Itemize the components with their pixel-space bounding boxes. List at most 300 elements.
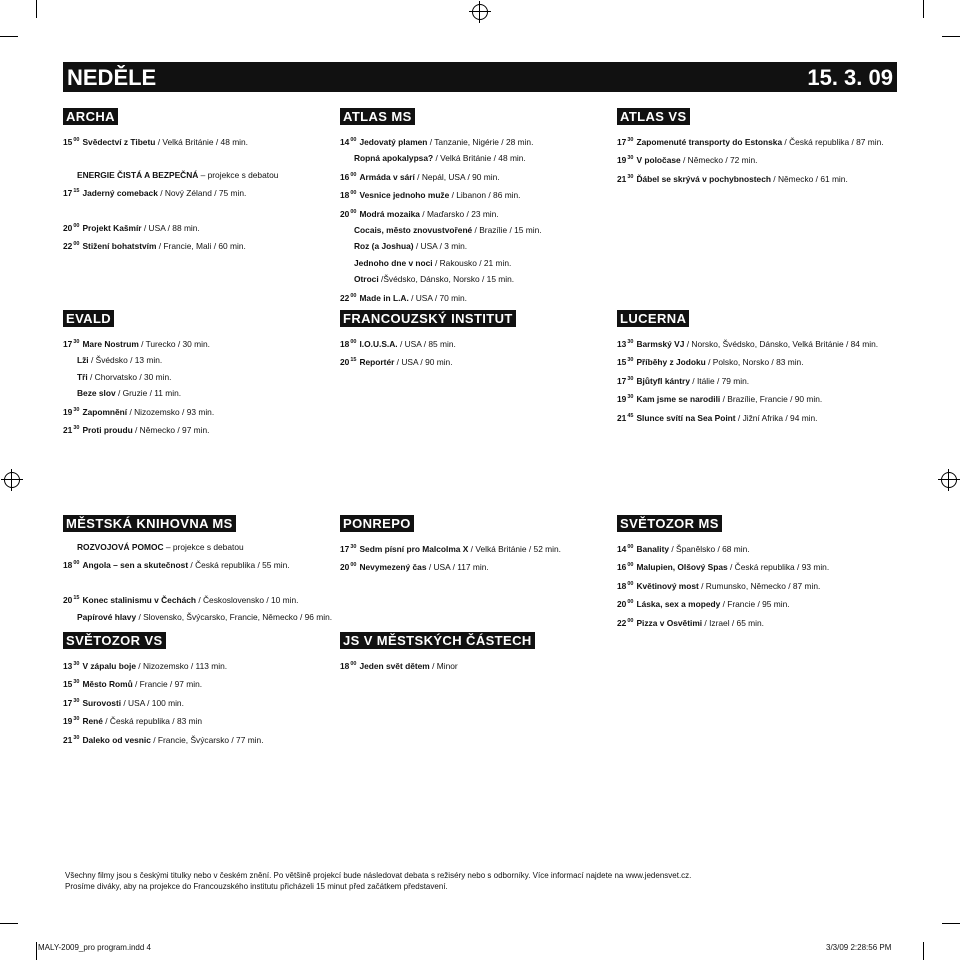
screening-entry <box>340 185 542 203</box>
screening-entry <box>340 204 542 222</box>
film-details: – projekce s debatou <box>198 169 279 180</box>
film-details: / Německo / 61 min. <box>770 173 848 184</box>
time-hour: 16 <box>617 562 627 573</box>
film-title: Armáda v sárí <box>359 171 415 182</box>
film-title: Malupien, Olšový Spas <box>636 562 728 573</box>
film-details: / Brazílie / 15 min. <box>472 225 542 236</box>
screening-entry <box>63 574 332 590</box>
film-title: Banality <box>636 544 670 554</box>
screening-entry <box>340 656 535 674</box>
screening-time <box>617 339 633 349</box>
screening-entry <box>63 202 278 218</box>
film-details: / Velká Británie / 48 min. <box>155 137 249 147</box>
venue-atlas-ms <box>340 108 542 306</box>
film-details: / Tanzanie, Nigérie / 28 min. <box>427 137 534 147</box>
film-details: / USA / 70 min. <box>408 292 467 303</box>
time-hour: 14 <box>340 137 350 147</box>
film-title: Papírové hlavy <box>77 611 137 622</box>
date-title: 15. 3. 09 <box>807 65 893 90</box>
screening-list <box>63 132 278 255</box>
screening-entry <box>63 352 214 368</box>
screening-time <box>340 562 356 572</box>
film-details: / Německo / 72 min. <box>680 155 758 166</box>
screening-time <box>63 679 79 689</box>
film-details: / Francie, Švýcarsko / 77 min. <box>150 734 264 745</box>
venue-heading: EVALD <box>63 310 114 327</box>
film-details: / Velká Británie / 48 min. <box>433 153 526 164</box>
venue-heading: SVĚTOZOR MS <box>617 515 722 532</box>
screening-entry <box>340 352 516 370</box>
time-hour: 20 <box>63 595 73 606</box>
film-details: / Francie / 95 min. <box>720 599 790 610</box>
screening-entry <box>63 385 214 401</box>
film-title: Tři <box>77 371 88 382</box>
film-details: / USA / 88 min. <box>141 223 200 234</box>
screening-time <box>63 241 79 251</box>
screening-time <box>63 223 79 233</box>
film-details: / Norsko, Švédsko, Dánsko, Velká Británie / 84 min. <box>684 339 879 349</box>
film-title: Květinový most <box>636 580 699 591</box>
film-title: Barmský VJ <box>636 339 685 349</box>
time-hour: 22 <box>63 241 73 252</box>
time-minute: 00 <box>627 617 634 624</box>
time-hour: 22 <box>617 617 627 628</box>
film-title: Kam jsme se narodili <box>636 394 721 405</box>
time-minute: 30 <box>73 734 80 741</box>
screening-time <box>340 339 356 349</box>
screening-entry <box>617 150 884 168</box>
registration-mark-top <box>472 4 488 20</box>
time-hour: 15 <box>63 679 73 690</box>
screening-entry <box>63 674 264 692</box>
screening-entry <box>340 271 542 287</box>
film-title: Ropná apokalypsa? <box>354 153 434 164</box>
crop-mark <box>923 942 924 960</box>
film-title: Proti proudu <box>82 425 133 436</box>
screening-list <box>340 656 535 674</box>
film-title: Beze slov <box>77 388 116 399</box>
venue-lucerna <box>617 310 878 426</box>
time-hour: 21 <box>63 425 73 436</box>
day-title: NEDĚLE <box>67 65 157 90</box>
film-title: René <box>82 716 103 727</box>
screening-time <box>617 562 633 572</box>
film-title: Mare Nostrum <box>82 339 139 349</box>
film-title: Daleko od vesnic <box>82 734 151 745</box>
time-minute: 15 <box>73 595 80 602</box>
screening-entry <box>340 557 561 575</box>
screening-time <box>617 376 633 386</box>
film-details: / Slovensko, Švýcarsko, Francie, Německo / 96 min. <box>136 611 333 622</box>
film-details: – projekce s debatou <box>163 542 244 552</box>
film-details: / Rakousko / 21 min. <box>432 257 512 268</box>
screening-entry <box>617 539 829 557</box>
film-details: / Česká republika / 87 min. <box>782 137 884 147</box>
screening-entry <box>63 711 264 729</box>
film-title: Lži <box>77 355 89 366</box>
screening-time <box>340 661 356 671</box>
venue-heading: JS V MĚSTSKÝCH ČÁSTECH <box>340 632 535 649</box>
screening-entry <box>63 539 332 555</box>
film-title: Angola – sen a skutečnost <box>82 560 189 571</box>
screening-time <box>617 618 633 628</box>
time-minute: 00 <box>350 339 357 345</box>
venue-svetozor-vs <box>63 632 264 748</box>
screening-time <box>63 560 79 570</box>
film-title: Modrá mozaika <box>359 208 420 219</box>
screening-time <box>617 581 633 591</box>
screening-time <box>340 172 356 182</box>
venue-mestska-knihovna-ms <box>63 515 332 625</box>
film-title: Láska, sex a mopedy <box>636 599 721 610</box>
venue-svetozor-ms <box>617 515 829 631</box>
film-title: Roz (a Joshua) <box>354 241 414 252</box>
screening-entry <box>63 730 264 748</box>
time-minute: 30 <box>73 406 80 413</box>
screening-time <box>617 137 633 147</box>
film-details: /Švédsko, Dánsko, Norsko / 15 min. <box>378 274 515 285</box>
film-details: / Česká republika / 55 min. <box>188 560 290 571</box>
screening-time <box>340 190 356 200</box>
time-minute: 30 <box>627 173 634 180</box>
film-title: ROZVOJOVÁ POMOC <box>77 542 164 552</box>
screening-list <box>63 334 214 438</box>
crop-mark <box>942 36 960 37</box>
venue-heading: PONREPO <box>340 515 414 532</box>
film-details: / Minor <box>429 661 458 671</box>
time-minute: 15 <box>350 357 357 364</box>
screening-list <box>340 539 561 576</box>
film-details: / Španělsko / 68 min. <box>669 544 750 554</box>
time-minute: 00 <box>73 137 80 143</box>
film-title: Konec stalinismu v Čechách <box>82 595 197 606</box>
time-minute: 30 <box>627 339 634 345</box>
venue-heading: ATLAS MS <box>340 108 415 125</box>
screening-entry <box>617 576 829 594</box>
film-title: Cocais, město znovustvořené <box>354 225 473 236</box>
screening-entry <box>617 132 884 150</box>
time-minute: 30 <box>73 661 80 667</box>
time-hour: 13 <box>63 661 73 671</box>
screening-entry <box>617 408 878 426</box>
screening-entry <box>63 236 278 254</box>
time-hour: 19 <box>617 394 627 405</box>
film-title: I.O.U.S.A. <box>359 339 398 349</box>
time-minute: 00 <box>350 190 357 197</box>
film-details: / Turecko / 30 min. <box>138 339 210 349</box>
footer-line: Všechny filmy jsou s českými titulky nebo v českém znění. Po většině projekcí bude následovat debata s režiséry nebo s odborníky. Více informací najdete na www.jedensvet.cz. <box>65 871 692 880</box>
film-title: Zapomenuté transporty do Estonska <box>636 137 783 147</box>
film-title: Svědectví z Tibetu <box>82 137 156 147</box>
screening-time <box>63 137 79 147</box>
film-title: V zápalu boje <box>82 661 136 671</box>
screening-time <box>63 188 79 198</box>
screening-time <box>617 413 633 423</box>
screening-entry <box>63 183 278 201</box>
film-title: Příběhy z Jodoku <box>636 357 706 368</box>
time-minute: 15 <box>73 188 80 195</box>
time-hour: 17 <box>63 339 73 349</box>
film-details: / Libanon / 86 min. <box>449 190 521 201</box>
film-details: / Nový Zéland / 75 min. <box>157 188 247 199</box>
film-details: / USA / 100 min. <box>121 697 184 708</box>
time-hour: 18 <box>340 339 350 349</box>
time-minute: 30 <box>627 155 634 162</box>
slug-file: MALY-2009_pro program.indd 4 <box>38 943 151 952</box>
film-details: / Brazílie, Francie / 90 min. <box>720 394 823 405</box>
film-title: Nevymezený čas <box>359 562 427 573</box>
film-title: Bjůtyfl kántry <box>636 375 690 386</box>
screening-time <box>340 137 356 147</box>
screening-entry <box>340 222 542 238</box>
time-hour: 13 <box>617 339 627 349</box>
screening-entry <box>63 334 214 352</box>
time-hour: 21 <box>617 173 627 184</box>
screening-entry <box>63 167 278 183</box>
time-hour: 19 <box>617 155 627 166</box>
film-title: Projekt Kašmír <box>82 223 142 234</box>
time-minute: 00 <box>350 208 357 215</box>
time-minute: 30 <box>73 679 80 686</box>
crop-mark <box>0 36 18 37</box>
screening-entry <box>617 352 878 370</box>
screening-time <box>617 155 633 165</box>
film-details: / USA / 3 min. <box>413 241 468 252</box>
venue-evald <box>63 310 214 438</box>
time-minute: 00 <box>627 562 634 569</box>
time-hour: 20 <box>340 562 350 573</box>
time-hour: 17 <box>63 188 73 199</box>
time-minute: 00 <box>627 580 634 587</box>
screening-entry <box>617 557 829 575</box>
film-details: / Nepál, USA / 90 min. <box>414 171 500 182</box>
film-title: ENERGIE ČISTÁ A BEZPEČNÁ <box>77 169 199 180</box>
screening-time <box>617 357 633 367</box>
time-hour: 20 <box>340 357 350 368</box>
time-hour: 17 <box>617 375 627 386</box>
venue-heading: MĚSTSKÁ KNIHOVNA MS <box>63 515 236 532</box>
time-hour: 18 <box>340 190 350 201</box>
film-title: Ďábel se skrývá v pochybnostech <box>636 173 771 184</box>
film-details: / Nizozemsko / 93 min. <box>127 406 215 417</box>
crop-mark <box>0 923 18 924</box>
time-minute: 30 <box>627 137 634 143</box>
screening-time <box>63 735 79 745</box>
screening-entry <box>63 132 278 150</box>
screening-list <box>63 656 264 748</box>
venue-heading: ATLAS VS <box>617 108 690 125</box>
time-minute: 00 <box>350 562 357 569</box>
footer-notes <box>65 870 691 892</box>
film-details: / Německo / 97 min. <box>132 425 210 436</box>
film-title: Vesnice jednoho muže <box>359 190 450 201</box>
screening-list <box>340 334 516 371</box>
time-minute: 30 <box>73 339 80 345</box>
film-details: / Chorvatsko / 30 min. <box>87 371 172 382</box>
time-minute: 00 <box>627 544 634 550</box>
time-minute: 30 <box>73 716 80 723</box>
film-title: Jeden svět dětem <box>359 661 430 671</box>
time-minute: 00 <box>627 599 634 606</box>
time-hour: 18 <box>617 580 627 591</box>
time-minute: 00 <box>350 292 357 299</box>
film-title: Reportér <box>359 357 395 368</box>
time-minute: 00 <box>350 661 357 667</box>
film-title: V poločase <box>636 155 681 166</box>
screening-list <box>617 132 884 187</box>
screening-entry <box>340 255 542 271</box>
time-minute: 30 <box>627 394 634 401</box>
time-hour: 18 <box>63 560 73 571</box>
film-details: / Polsko, Norsko / 83 min. <box>705 357 804 368</box>
screening-time <box>63 425 79 435</box>
screening-entry <box>340 167 542 185</box>
screening-entry <box>340 539 561 557</box>
screening-entry <box>63 693 264 711</box>
time-minute: 30 <box>627 357 634 364</box>
screening-entry <box>617 389 878 407</box>
film-details: / Švédsko / 13 min. <box>88 355 163 366</box>
film-details: / Izrael / 65 min. <box>702 617 764 628</box>
time-minute: 30 <box>73 425 80 432</box>
time-hour: 15 <box>617 357 627 368</box>
screening-entry <box>617 594 829 612</box>
venue-heading: LUCERNA <box>617 310 689 327</box>
film-details: / Rumunsko, Německo / 87 min. <box>698 580 821 591</box>
screening-time <box>63 595 79 605</box>
time-hour: 20 <box>340 208 350 219</box>
screening-time <box>63 716 79 726</box>
film-details: / USA / 85 min. <box>397 339 456 349</box>
film-title: Zapomnění <box>82 406 128 417</box>
screening-entry <box>340 132 542 150</box>
film-title: Made in L.A. <box>359 292 409 303</box>
film-title: Město Romů <box>82 679 133 690</box>
film-details: / USA / 90 min. <box>394 357 453 368</box>
time-minute: 00 <box>73 223 80 230</box>
time-hour: 18 <box>340 661 350 671</box>
crop-mark <box>942 923 960 924</box>
time-minute: 00 <box>350 171 357 178</box>
screening-entry <box>63 609 332 625</box>
film-details: / Československo / 10 min. <box>196 595 299 606</box>
film-details: / Maďarsko / 23 min. <box>419 208 499 219</box>
film-title: Pizza v Osvětimi <box>636 617 703 628</box>
screening-time <box>340 357 356 367</box>
screening-list <box>617 334 878 426</box>
screening-entry <box>617 334 878 352</box>
time-hour: 17 <box>63 697 73 708</box>
film-details: / Česká republika / 93 min. <box>727 562 830 573</box>
screening-list <box>340 132 542 306</box>
time-hour: 20 <box>63 223 73 234</box>
venue-heading: ARCHA <box>63 108 118 125</box>
screening-entry <box>617 169 884 187</box>
film-details: / Nizozemsko / 113 min. <box>135 661 228 671</box>
time-hour: 21 <box>617 412 627 423</box>
time-hour: 16 <box>340 171 350 182</box>
venue-js-v-mestskych-castech <box>340 632 535 674</box>
screening-list <box>63 539 332 625</box>
screening-entry <box>63 656 264 674</box>
film-details: / USA / 117 min. <box>426 562 489 573</box>
time-minute: 30 <box>627 375 634 382</box>
screening-entry <box>340 238 542 254</box>
film-details: / Gruzie / 11 min. <box>115 388 182 399</box>
time-hour: 19 <box>63 406 73 417</box>
time-hour: 17 <box>340 544 350 554</box>
screening-entry <box>63 590 332 608</box>
film-details: / Itálie / 79 min. <box>689 375 750 386</box>
film-details: / Česká republika / 83 min <box>102 716 203 727</box>
venue-ponrepo <box>340 515 561 576</box>
film-title: Slunce svítí na Sea Point <box>636 412 736 423</box>
film-details: / Jižní Afrika / 94 min. <box>735 412 818 423</box>
time-minute: 00 <box>73 241 80 248</box>
time-hour: 15 <box>63 137 73 147</box>
time-hour: 14 <box>617 544 627 554</box>
film-title: Stižení bohatstvím <box>82 241 157 252</box>
time-minute: 30 <box>350 544 357 550</box>
slug-datetime: 3/3/09 2:28:56 PM <box>826 943 892 952</box>
time-hour: 17 <box>617 137 627 147</box>
film-title: Jedovatý plamen <box>359 137 428 147</box>
time-minute: 45 <box>627 412 634 419</box>
screening-time <box>617 394 633 404</box>
registration-mark-right <box>941 472 957 488</box>
time-minute: 00 <box>350 137 357 143</box>
time-minute: 30 <box>73 697 80 704</box>
venue-heading: FRANCOUZSKÝ INSTITUT <box>340 310 516 327</box>
screening-time <box>63 698 79 708</box>
time-hour: 20 <box>617 599 627 610</box>
film-title: Jednoho dne v noci <box>354 257 433 268</box>
screening-entry <box>340 288 542 306</box>
screening-time <box>340 544 356 554</box>
day-banner <box>63 62 897 92</box>
film-details: / Francie, Mali / 60 min. <box>156 241 246 252</box>
footer-line: Prosíme diváky, aby na projekce do Francouzského institutu přicházeli 15 minut před začátkem představení. <box>65 882 448 891</box>
time-minute: 00 <box>73 560 80 567</box>
screening-entry <box>617 613 829 631</box>
screening-entry <box>63 150 278 166</box>
registration-mark-left <box>4 472 20 488</box>
screening-entry <box>617 371 878 389</box>
screening-entry <box>63 402 214 420</box>
film-details: / Francie / 97 min. <box>132 679 203 690</box>
screening-time <box>340 209 356 219</box>
screening-time <box>617 599 633 609</box>
screening-time <box>63 407 79 417</box>
screening-entry <box>340 334 516 352</box>
screening-entry <box>63 218 278 236</box>
screening-time <box>340 293 356 303</box>
time-hour: 22 <box>340 292 350 303</box>
venue-archa <box>63 108 278 255</box>
crop-mark <box>923 0 924 18</box>
screening-list <box>617 539 829 631</box>
screening-time <box>63 339 79 349</box>
screening-entry <box>340 150 542 166</box>
venue-atlas-vs <box>617 108 884 187</box>
film-details: / Velká Británie / 52 min. <box>468 544 561 554</box>
time-hour: 19 <box>63 716 73 727</box>
film-title: Jaderný comeback <box>82 188 158 199</box>
film-title: Surovosti <box>82 697 122 708</box>
screening-entry <box>63 420 214 438</box>
venue-heading: SVĚTOZOR VS <box>63 632 166 649</box>
screening-time <box>617 174 633 184</box>
